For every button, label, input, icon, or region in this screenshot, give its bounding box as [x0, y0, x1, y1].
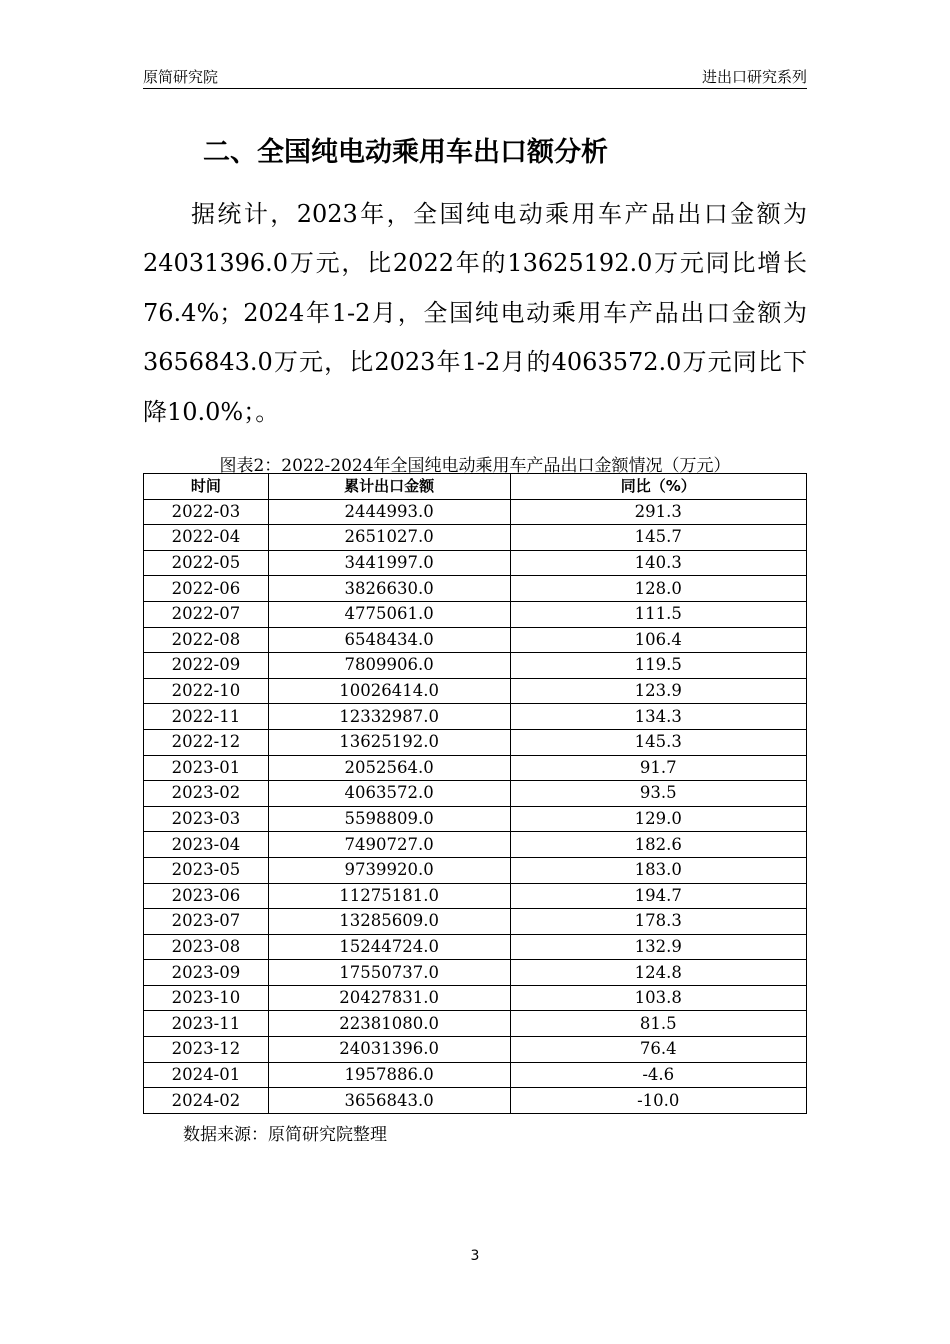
cell-amount: 2052564.0 [268, 755, 510, 781]
cell-time: 2022-09 [144, 653, 269, 679]
table-row [144, 601, 807, 627]
page-header [143, 64, 807, 89]
cell-amount: 13285609.0 [268, 909, 510, 935]
cell-time: 2022-04 [144, 525, 269, 551]
table-row [144, 857, 807, 883]
table-row [144, 934, 807, 960]
table-row [144, 678, 807, 704]
table-row [144, 550, 807, 576]
cell-yoy: 178.3 [510, 909, 806, 935]
cell-yoy: 119.5 [510, 653, 806, 679]
cell-yoy: 145.3 [510, 729, 806, 755]
cell-time: 2023-11 [144, 1011, 269, 1037]
table-row [144, 755, 807, 781]
cell-amount: 9739920.0 [268, 857, 510, 883]
column-header-yoy: 同比（%） [510, 474, 806, 500]
page-number: 3 [470, 1248, 480, 1264]
cell-amount: 7490727.0 [268, 832, 510, 858]
section-title: 二、全国纯电动乘用车出口额分析 [203, 137, 608, 168]
cell-time: 2022-07 [144, 601, 269, 627]
cell-yoy: 91.7 [510, 755, 806, 781]
cell-yoy: 76.4 [510, 1037, 806, 1063]
cell-yoy: 140.3 [510, 550, 806, 576]
cell-time: 2023-01 [144, 755, 269, 781]
cell-amount: 3826630.0 [268, 576, 510, 602]
cell-yoy: 182.6 [510, 832, 806, 858]
cell-amount: 10026414.0 [268, 678, 510, 704]
cell-yoy: 132.9 [510, 934, 806, 960]
cell-time: 2022-05 [144, 550, 269, 576]
column-header-amount: 累计出口金额 [268, 474, 510, 500]
cell-amount: 2444993.0 [268, 499, 510, 525]
table-header-row [144, 474, 807, 500]
cell-amount: 12332987.0 [268, 704, 510, 730]
table-row [144, 653, 807, 679]
cell-yoy: -10.0 [510, 1088, 806, 1114]
cell-yoy: 129.0 [510, 806, 806, 832]
table-row [144, 883, 807, 909]
cell-time: 2023-09 [144, 960, 269, 986]
cell-yoy: 124.8 [510, 960, 806, 986]
export-data-table [143, 473, 807, 1114]
table-caption: 图表2：2022-2024年全国纯电动乘用车产品出口金额情况（万元） [219, 456, 731, 476]
cell-time: 2022-11 [144, 704, 269, 730]
table-row [144, 832, 807, 858]
cell-amount: 20427831.0 [268, 985, 510, 1011]
cell-time: 2023-10 [144, 985, 269, 1011]
cell-time: 2023-02 [144, 781, 269, 807]
table-row [144, 806, 807, 832]
table-row [144, 985, 807, 1011]
cell-time: 2023-12 [144, 1037, 269, 1063]
cell-time: 2022-10 [144, 678, 269, 704]
cell-amount: 6548434.0 [268, 627, 510, 653]
cell-amount: 4775061.0 [268, 601, 510, 627]
table-row [144, 1062, 807, 1088]
cell-yoy: 134.3 [510, 704, 806, 730]
cell-time: 2023-08 [144, 934, 269, 960]
cell-amount: 3656843.0 [268, 1088, 510, 1114]
cell-yoy: 106.4 [510, 627, 806, 653]
table-row [144, 627, 807, 653]
table-row [144, 525, 807, 551]
cell-amount: 22381080.0 [268, 1011, 510, 1037]
cell-time: 2022-03 [144, 499, 269, 525]
cell-amount: 24031396.0 [268, 1037, 510, 1063]
cell-time: 2023-07 [144, 909, 269, 935]
table-row [144, 576, 807, 602]
cell-yoy: 128.0 [510, 576, 806, 602]
table-row [144, 909, 807, 935]
header-series-name: 进出口研究系列 [701, 68, 807, 86]
table-row [144, 1088, 807, 1114]
table-row [144, 1011, 807, 1037]
cell-yoy: 145.7 [510, 525, 806, 551]
cell-time: 2022-06 [144, 576, 269, 602]
cell-yoy: 183.0 [510, 857, 806, 883]
cell-yoy: -4.6 [510, 1062, 806, 1088]
cell-time: 2023-05 [144, 857, 269, 883]
table-row [144, 1037, 807, 1063]
column-header-time: 时间 [144, 474, 269, 500]
table-row [144, 729, 807, 755]
table-row [144, 781, 807, 807]
cell-amount: 13625192.0 [268, 729, 510, 755]
cell-yoy: 291.3 [510, 499, 806, 525]
cell-time: 2024-02 [144, 1088, 269, 1114]
table-row [144, 499, 807, 525]
cell-time: 2024-01 [144, 1062, 269, 1088]
cell-amount: 15244724.0 [268, 934, 510, 960]
cell-time: 2023-04 [144, 832, 269, 858]
cell-time: 2023-03 [144, 806, 269, 832]
cell-amount: 17550737.0 [268, 960, 510, 986]
cell-amount: 2651027.0 [268, 525, 510, 551]
cell-yoy: 194.7 [510, 883, 806, 909]
table-row [144, 704, 807, 730]
cell-yoy: 103.8 [510, 985, 806, 1011]
cell-yoy: 123.9 [510, 678, 806, 704]
cell-yoy: 81.5 [510, 1011, 806, 1037]
cell-yoy: 111.5 [510, 601, 806, 627]
cell-time: 2023-06 [144, 883, 269, 909]
table-row [144, 960, 807, 986]
header-org-name: 原简研究院 [143, 68, 219, 86]
cell-amount: 4063572.0 [268, 781, 510, 807]
data-source-note: 数据来源：原简研究院整理 [183, 1125, 387, 1145]
cell-amount: 1957886.0 [268, 1062, 510, 1088]
cell-time: 2022-08 [144, 627, 269, 653]
cell-time: 2022-12 [144, 729, 269, 755]
cell-amount: 3441997.0 [268, 550, 510, 576]
cell-yoy: 93.5 [510, 781, 806, 807]
cell-amount: 7809906.0 [268, 653, 510, 679]
cell-amount: 5598809.0 [268, 806, 510, 832]
body-paragraph: 据统计，2023年，全国纯电动乘用车产品出口金额为24031396.0万元，比2022年的13625192.0万元同比增长76.4%；2024年1-2月，全国纯电动乘用车产品出口金额为3656843.0万元，比2023年1-2月的4063572.0万元同比下降10.0%；。 [143, 200, 807, 426]
cell-amount: 11275181.0 [268, 883, 510, 909]
